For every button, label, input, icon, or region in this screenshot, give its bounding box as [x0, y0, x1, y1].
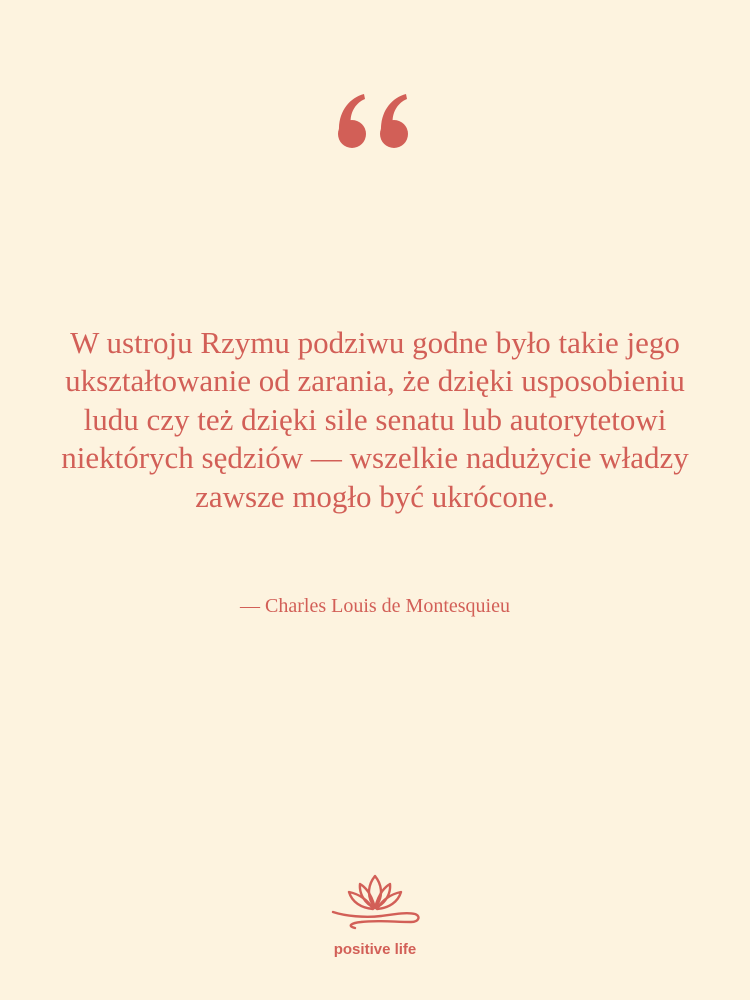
- lotus-icon: [325, 872, 425, 934]
- quote-mark-icon: [0, 90, 750, 160]
- brand-logo: [0, 872, 750, 960]
- quote-author: — Charles Louis de Montesquieu: [240, 595, 510, 617]
- quote-text: W ustroju Rzymu podziwu godne było takie jego ukształtowanie od zarania, że dzięki usposobieniu ludu czy też dzięki sile senatu lub autorytetowi niektórych sędziów — wszelkie nadużycie władzy zawsze mogło być ukrócone.: [61, 325, 689, 514]
- brand-name: positive life: [333, 941, 417, 958]
